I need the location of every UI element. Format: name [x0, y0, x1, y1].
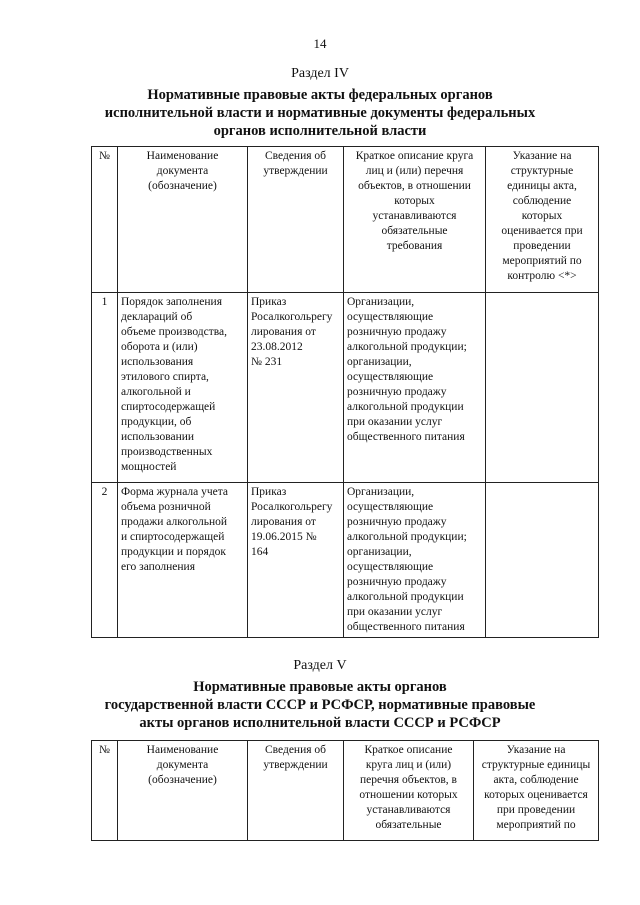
section-5-title-line: акты органов исполнительной власти СССР и РСФСР — [139, 715, 501, 731]
section-5-table — [91, 740, 599, 841]
table-header-row — [92, 147, 599, 293]
row-document-name: Порядок заполнения деклараций об объеме производства, оборота и (или) использования этилового спирта, алкогольной и спиртосодержащей продукции, об использовании производственных мощностей — [118, 293, 248, 483]
header-document-name: Наименование документа (обозначение) — [118, 147, 248, 293]
section-4-label: Раздел IV — [291, 66, 349, 81]
header-number: № — [92, 147, 118, 293]
header-document-name: Наименование документа (обозначение) — [118, 741, 248, 841]
row-structural-units — [486, 293, 599, 483]
section-4-title-line: исполнительной власти и нормативные документы федеральных — [104, 105, 536, 121]
section-5-title-line: Нормативные правовые акты органов — [193, 679, 447, 695]
section-4-title-line: Нормативные правовые акты федеральных органов — [147, 87, 493, 103]
row-description: Организации, осуществляющие розничную продажу алкогольной продукции; организации, осуществляющие розничную продажу алкогольной продукции при оказании услуг общественного питания — [344, 483, 486, 638]
row-description: Организации, осуществляющие розничную продажу алкогольной продукции; организации, осуществляющие розничную продажу алкогольной продукции при оказании услуг общественного питания — [344, 293, 486, 483]
header-structural-units: Указание на структурные единицы акта, соблюдение которых оценивается при проведении мероприятий по — [474, 741, 599, 841]
table-row — [92, 293, 599, 483]
header-number: № — [92, 741, 118, 841]
section-5-title-line: государственной власти СССР и РСФСР, нормативные правовые — [104, 697, 536, 713]
header-description: Краткое описание круга лиц и (или) перечня объектов, в отношении которых устанавливаются обязательные — [344, 741, 474, 841]
row-number: 1 — [92, 293, 118, 483]
section-5-title — [0, 678, 640, 732]
page-number: 14 — [313, 36, 327, 51]
row-number: 2 — [92, 483, 118, 638]
header-description: Краткое описание круга лиц и (или) перечня объектов, в отношении которых устанавливаются обязательные требования — [344, 147, 486, 293]
header-approval: Сведения об утверждении — [248, 147, 344, 293]
section-4-title-line: органов исполнительной власти — [213, 123, 427, 139]
table-header-row — [92, 741, 599, 841]
row-structural-units — [486, 483, 599, 638]
row-approval: Приказ Росалкогольрегу лирования от 19.06.2015 № 164 — [248, 483, 344, 638]
header-structural-units: Указание на структурные единицы акта, соблюдение которых оценивается при проведении мероприятий по контролю <*> — [486, 147, 599, 293]
section-4-table — [91, 146, 599, 638]
table-row — [92, 483, 599, 638]
row-document-name: Форма журнала учета объема розничной продажи алкогольной и спиртосодержащей продукции и порядок его заполнения — [118, 483, 248, 638]
row-approval: Приказ Росалкогольрегу лирования от 23.08.2012 № 231 — [248, 293, 344, 483]
header-approval: Сведения об утверждении — [248, 741, 344, 841]
section-5-label: Раздел V — [293, 658, 347, 673]
section-4-title — [0, 86, 640, 140]
